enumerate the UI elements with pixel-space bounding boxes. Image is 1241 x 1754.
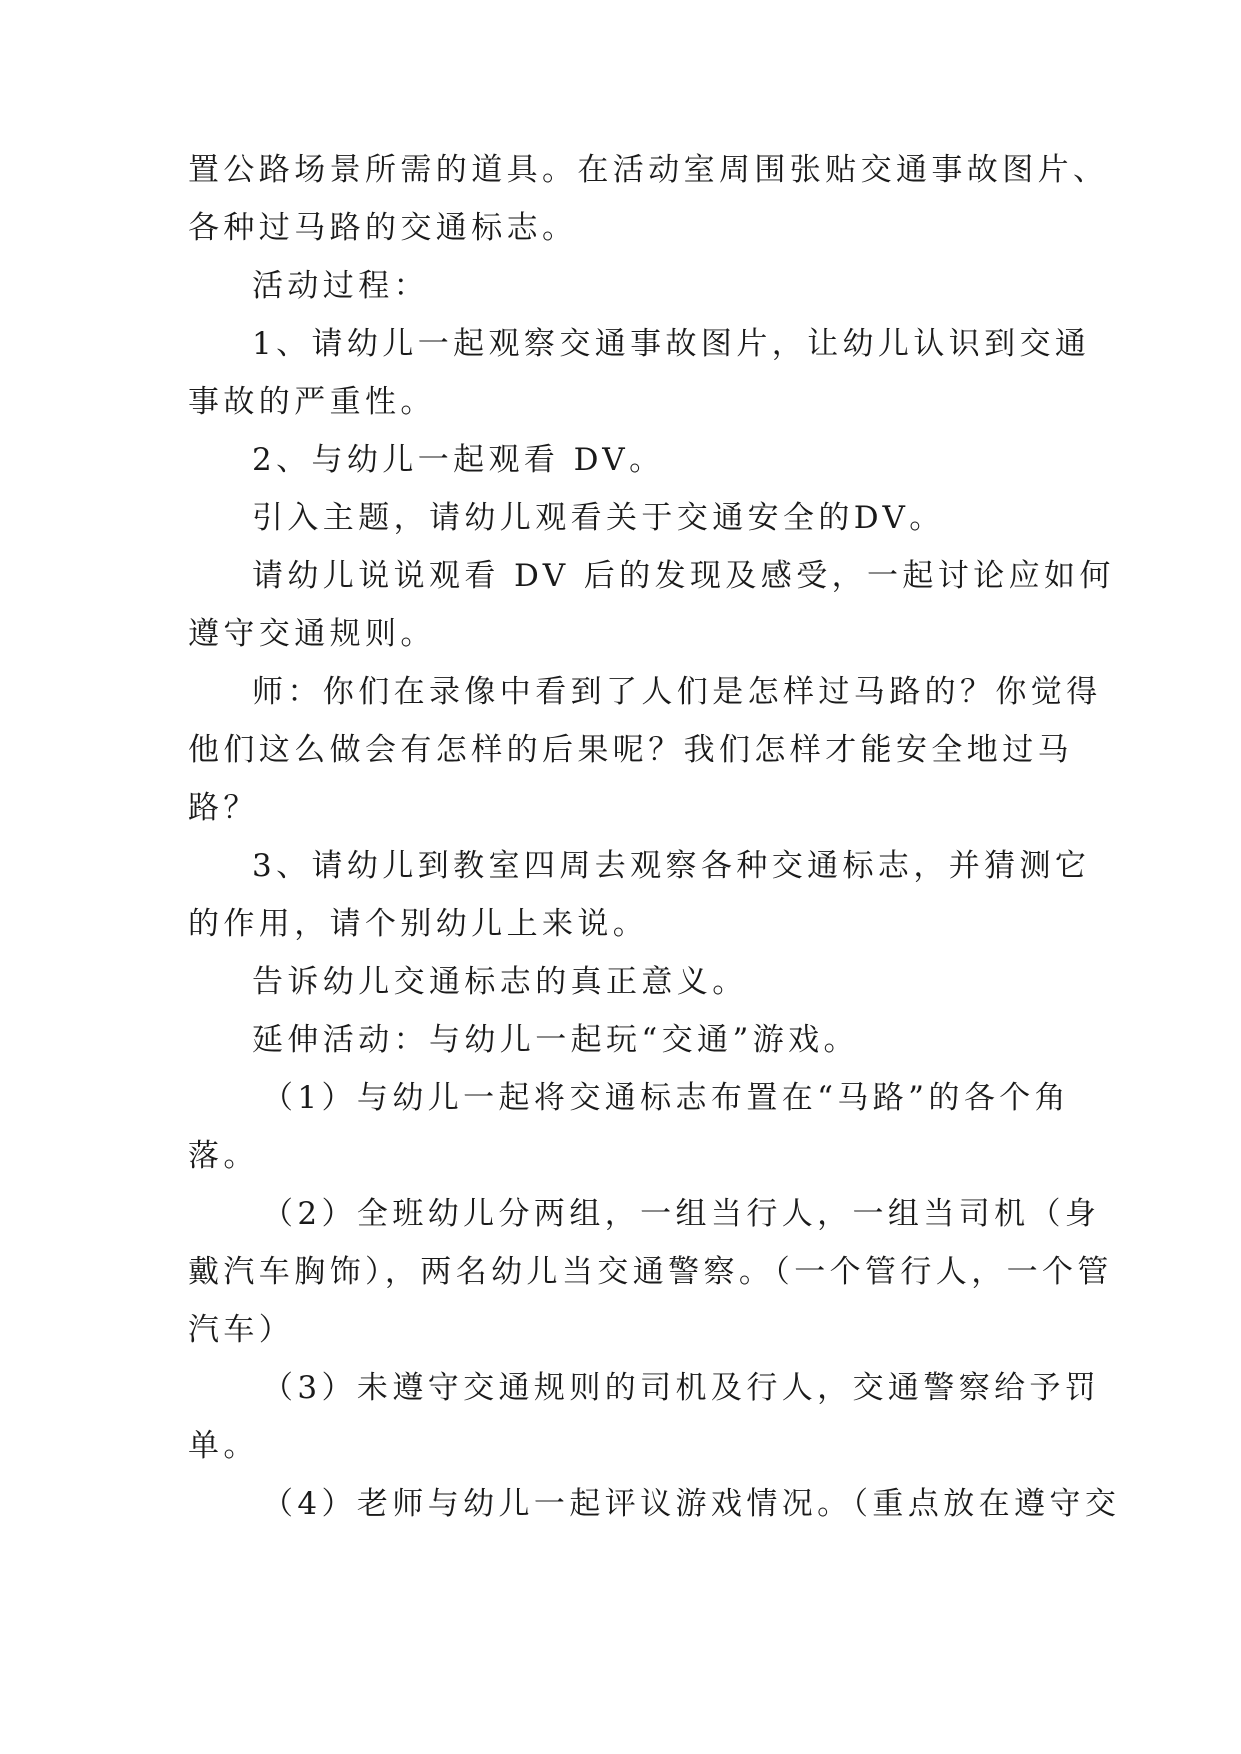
text-line: （4）老师与幼儿一起评议游戏情况。（重点放在遵守交 [262, 1486, 1121, 1522]
text-line: 1、请幼儿一起观察交通事故图片，让幼儿认识到交通 [252, 326, 1091, 362]
section-heading: 活动过程： [252, 268, 429, 304]
text-line: 路？ [188, 790, 259, 826]
text-line: 3、请幼儿到教室四周去观察各种交通标志，并猜测它 [252, 848, 1091, 884]
text-line: 落。 [188, 1138, 259, 1174]
text-line: （3）未遵守交通规则的司机及行人，交通警察给予罚 [262, 1370, 1101, 1406]
text-line: 告诉幼儿交通标志的真正意义。 [252, 964, 748, 1000]
text-line: 单。 [188, 1428, 259, 1464]
text-line: 引入主题，请幼儿观看关于交通安全的DV。 [252, 500, 945, 536]
text-line: （1）与幼儿一起将交通标志布置在“马路”的各个角 [262, 1080, 1071, 1116]
text-line: 遵守交通规则。 [188, 616, 436, 652]
text-line: 他们这么做会有怎样的后果呢？我们怎样才能安全地过马 [188, 732, 1073, 768]
text-line: 各种过马路的交通标志。 [188, 210, 578, 246]
text-line: 置公路场景所需的道具。在活动室周围张贴交通事故图片、 [188, 152, 1109, 188]
text-line: 戴汽车胸饰），两名幼儿当交通警察。（一个管行人，一个管 [188, 1254, 1113, 1290]
text-line: 师：你们在录像中看到了人们是怎样过马路的？你觉得 [252, 674, 1102, 710]
text-line: （2）全班幼儿分两组，一组当行人，一组当司机（身 [262, 1196, 1101, 1232]
text-line: 事故的严重性。 [188, 384, 436, 420]
text-line: 请幼儿说说观看 DV 后的发现及感受，一起讨论应如何 [252, 558, 1115, 594]
text-line: 汽车） [188, 1312, 295, 1348]
text-line: 的作用，请个别幼儿上来说。 [188, 906, 649, 942]
section-heading: 延伸活动：与幼儿一起玩“交通”游戏。 [252, 1022, 859, 1058]
text-line: 2、与幼儿一起观看 DV。 [252, 442, 665, 478]
